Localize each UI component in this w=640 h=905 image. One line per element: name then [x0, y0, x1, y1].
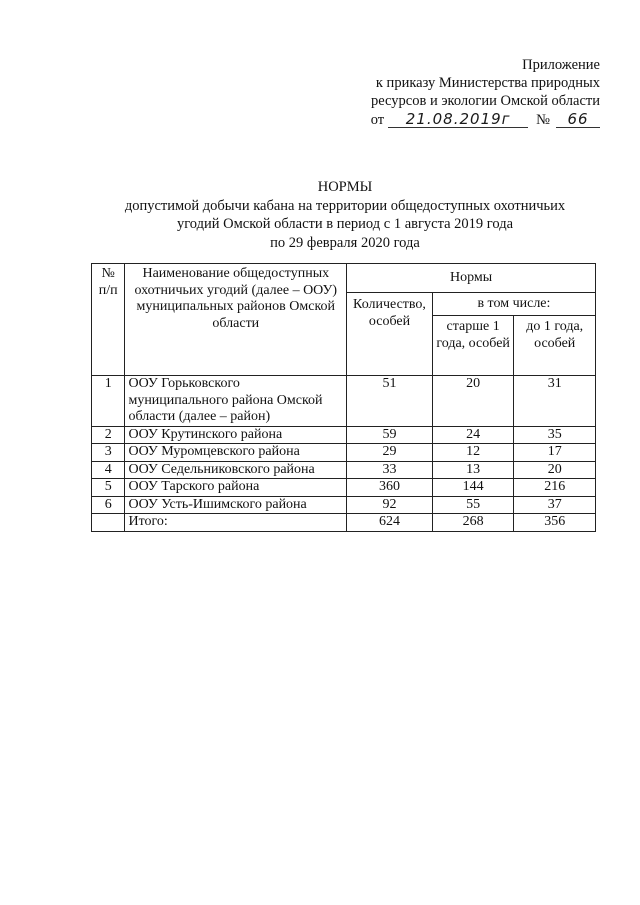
row-name: ООУ Крутинского района	[125, 426, 347, 444]
title-main: НОРМЫ	[317, 179, 373, 195]
row-num: 2	[92, 426, 125, 444]
row-younger: 31	[514, 376, 596, 427]
table-row	[92, 426, 596, 444]
row-younger: 20	[514, 461, 596, 479]
row-qty: 29	[347, 444, 433, 462]
appendix-order-line-1: к приказу Министерства природных	[375, 75, 600, 91]
title-line-3: по 29 февраля 2020 года	[270, 234, 420, 251]
handwritten-date: 21.08.2019г	[388, 111, 528, 128]
appendix-title: Приложение	[522, 57, 600, 73]
table-row	[92, 444, 596, 462]
header-norms: Нормы	[347, 264, 596, 293]
header-num: № п/п	[92, 264, 125, 376]
row-num: 5	[92, 479, 125, 497]
row-name: ООУ Муромцевского района	[125, 444, 347, 462]
row-qty: 360	[347, 479, 433, 497]
header-qty: Количество, особей	[347, 293, 433, 376]
table-row	[92, 461, 596, 479]
row-younger: 37	[514, 496, 596, 514]
header-older: старше 1 года, особей	[432, 316, 514, 376]
appendix-order-line-2: ресурсов и экологии Омской области	[371, 93, 600, 109]
row-older: 144	[432, 479, 514, 497]
row-qty: 59	[347, 426, 433, 444]
row-qty: 33	[347, 461, 433, 479]
title-line-2: угодий Омской области в период с 1 августа 2019 года	[176, 216, 514, 232]
document-title	[90, 178, 600, 252]
row-name: ООУ Тарского района	[125, 479, 347, 497]
order-date-number	[300, 111, 600, 129]
header-row-1	[92, 264, 596, 293]
row-older: 12	[432, 444, 514, 462]
row-name: ООУ Седельниковского района	[125, 461, 347, 479]
header-including: в том числе:	[432, 293, 595, 316]
row-name: ООУ Горьковского муниципального района Омской области (далее – район)	[125, 376, 347, 427]
row-older: 24	[432, 426, 514, 444]
row-qty: 92	[347, 496, 433, 514]
total-row	[92, 514, 596, 532]
number-sign: №	[536, 112, 550, 128]
total-num-empty	[92, 514, 125, 532]
total-older: 268	[432, 514, 514, 532]
table-row	[92, 479, 596, 497]
total-younger: 356	[514, 514, 596, 532]
appendix-header	[300, 56, 600, 129]
title-line-1: допустимой добычи кабана на территории общедоступных охотничьих	[124, 197, 566, 214]
total-label: Итого:	[125, 514, 347, 532]
from-label: от	[370, 112, 385, 128]
row-num: 3	[92, 444, 125, 462]
total-qty: 624	[347, 514, 433, 532]
row-older: 20	[432, 376, 514, 427]
table-row	[92, 496, 596, 514]
norms-table	[91, 263, 596, 532]
row-qty: 51	[347, 376, 433, 427]
header-younger: до 1 года, особей	[514, 316, 596, 376]
row-older: 55	[432, 496, 514, 514]
row-younger: 17	[514, 444, 596, 462]
row-younger: 216	[514, 479, 596, 497]
row-num: 1	[92, 376, 125, 427]
handwritten-order-number: 66	[556, 111, 600, 128]
row-name: ООУ Усть-Ишимского района	[125, 496, 347, 514]
row-num: 6	[92, 496, 125, 514]
row-older: 13	[432, 461, 514, 479]
header-name: Наименование общедоступных охотничьих угодий (далее – ООУ) муниципальных районов Омской области	[125, 264, 347, 376]
table-row	[92, 376, 596, 427]
row-younger: 35	[514, 426, 596, 444]
row-num: 4	[92, 461, 125, 479]
